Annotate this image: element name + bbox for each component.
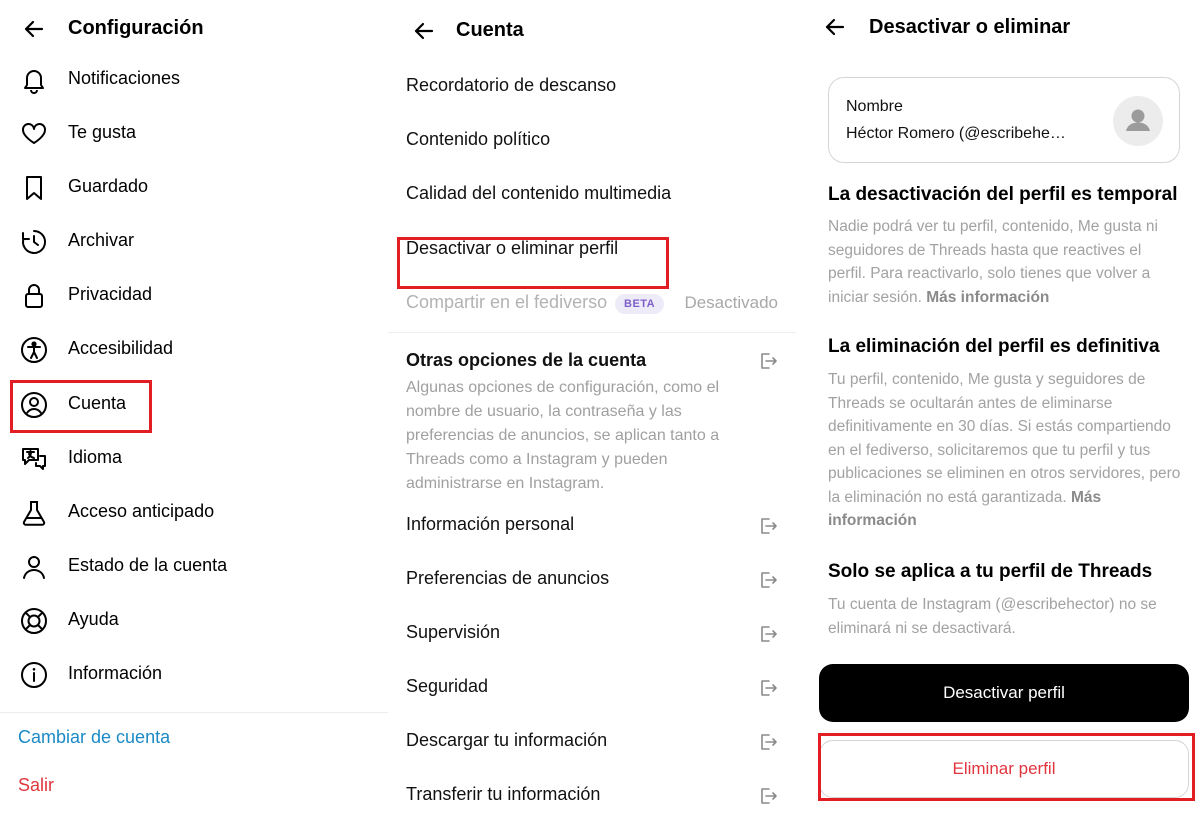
account-item-label: Descargar tu información [406,730,608,750]
settings-item-label: Acceso anticipado [68,501,215,521]
name-value: Héctor Romero (@escribehe… [846,125,1066,142]
account-item-label: Información personal [406,514,575,534]
account-item-label: Calidad del contenido multimedia [406,183,672,203]
settings-item-label: Información [68,663,163,683]
external-link-icon [758,624,778,644]
external-item-transfer-info[interactable] [388,770,796,819]
lock-icon [20,282,48,310]
external-item-download-info[interactable] [388,716,796,770]
section-text-temporary [828,215,1180,309]
account-item-label: Supervisión [406,622,501,642]
settings-panel [0,0,388,819]
section-text: Tu perfil, contenido, Me gusta y seguidores de Threads se ocultarán antes de eliminarse definitivamente en 30 días. Si estás compartiendo en el fediverso, solicitaremos que tu perfil y tus publicaciones se eliminen en otros servidores, pero la eliminación no está garantizada. [828,371,1181,506]
account-panel [388,0,796,819]
settings-item-help[interactable] [0,594,388,648]
archive-clock-icon [20,228,48,256]
bell-icon [20,66,48,94]
page-title: Cuenta [456,19,524,41]
section-text-threads-only: Tu cuenta de Instagram (@escribehector) no se eliminará ni se desactivará. [828,596,1157,637]
deactivate-profile-button[interactable]: Desactivar perfil [819,664,1189,722]
section-title-temporary: La desactivación del perfil es temporal [828,184,1178,205]
settings-item-accessibility[interactable] [0,323,388,377]
info-icon [20,661,48,689]
settings-item-saved[interactable] [0,161,388,215]
settings-item-likes[interactable] [0,107,388,161]
accessibility-icon [20,336,48,364]
beta-badge: BETA [615,294,664,314]
external-link-icon [758,732,778,752]
account-item-deactivate-delete[interactable] [388,224,796,278]
section-text-permanent [828,368,1184,533]
settings-item-account-status[interactable] [0,540,388,594]
other-options-description: Algunas opciones de configuración, como el nombre de usuario, la contraseña y las preferencias de anuncios, se aplican tanto a Threads como a Instagram y pueden administrarse en Instagram. [406,379,720,492]
divider [0,712,388,713]
external-item-supervision[interactable] [388,608,796,662]
delete-profile-button[interactable]: Eliminar perfil [819,740,1189,798]
section-title-permanent: La eliminación del perfil es definitiva [828,336,1160,357]
external-link-icon [758,516,778,536]
settings-item-label: Notificaciones [68,68,181,88]
settings-item-label: Archivar [68,230,135,250]
account-item-label: Preferencias de anuncios [406,568,610,588]
account-item-break-reminder[interactable] [388,61,796,115]
divider [388,332,796,333]
settings-item-label: Guardado [68,176,149,196]
external-item-security[interactable] [388,662,796,716]
settings-item-label: Te gusta [68,122,137,142]
external-link-icon [758,570,778,590]
fediverse-label: Compartir en el fediverso [406,292,608,312]
person-silhouette-icon [1113,96,1163,146]
external-link-icon [758,678,778,698]
external-link-icon[interactable] [758,351,778,376]
avatar [1113,96,1163,146]
settings-item-label: Ayuda [68,609,119,629]
person-icon [20,553,48,581]
translate-icon [20,445,48,473]
switch-account-link[interactable]: Cambiar de cuenta [18,727,171,747]
settings-item-label: Cuenta [68,393,127,413]
account-item-political-content[interactable] [388,115,796,169]
settings-item-notifications[interactable] [0,53,388,107]
page-title: Desactivar o eliminar [869,16,1071,38]
logout-link[interactable]: Salir [18,775,55,795]
settings-item-label: Idioma [68,447,123,467]
account-item-label: Contenido político [406,129,551,149]
account-item-label: Desactivar o eliminar perfil [406,238,619,258]
back-arrow-icon[interactable] [823,15,847,39]
back-arrow-icon[interactable] [22,17,46,41]
fediverse-status: Desactivado [684,293,778,312]
settings-item-privacy[interactable] [0,269,388,323]
settings-item-archive[interactable] [0,215,388,269]
back-arrow-icon[interactable] [412,19,436,43]
section-text: Nadie podrá ver tu perfil, contenido, Me gusta ni seguidores de Threads hasta que reactives el perfil. Para reactivarlo, solo tienes que volver a iniciar sesión. [828,218,1158,306]
settings-item-label: Accesibilidad [68,338,174,358]
settings-item-early-access[interactable] [0,486,388,540]
external-link-icon [758,786,778,806]
account-item-label: Recordatorio de descanso [406,75,617,95]
bookmark-icon [20,174,48,202]
fediverse-sharing-row[interactable] [388,278,796,332]
settings-item-label: Estado de la cuenta [68,555,228,575]
flask-icon [20,499,48,527]
other-options-title: Otras opciones de la cuenta [406,350,647,370]
more-info-link[interactable]: Más información [828,488,1102,529]
more-info-link[interactable]: Más información [926,288,1050,306]
profile-card [828,77,1180,163]
heart-icon [20,120,48,148]
section-title-threads-only: Solo se aplica a tu perfil de Threads [828,561,1153,582]
settings-item-label: Privacidad [68,284,153,304]
settings-item-info[interactable] [0,648,388,702]
name-label: Nombre [846,98,903,115]
external-item-ad-preferences[interactable] [388,554,796,608]
account-circle-icon [20,391,48,419]
settings-item-account[interactable] [0,378,388,432]
account-item-media-quality[interactable] [388,169,796,223]
account-item-label: Seguridad [406,676,489,696]
page-title: Configuración [68,17,204,39]
deactivate-panel [796,0,1200,819]
lifebuoy-icon [20,607,48,635]
account-item-label: Transferir tu información [406,784,601,804]
external-item-personal-info[interactable] [388,500,796,554]
settings-item-language[interactable] [0,432,388,486]
